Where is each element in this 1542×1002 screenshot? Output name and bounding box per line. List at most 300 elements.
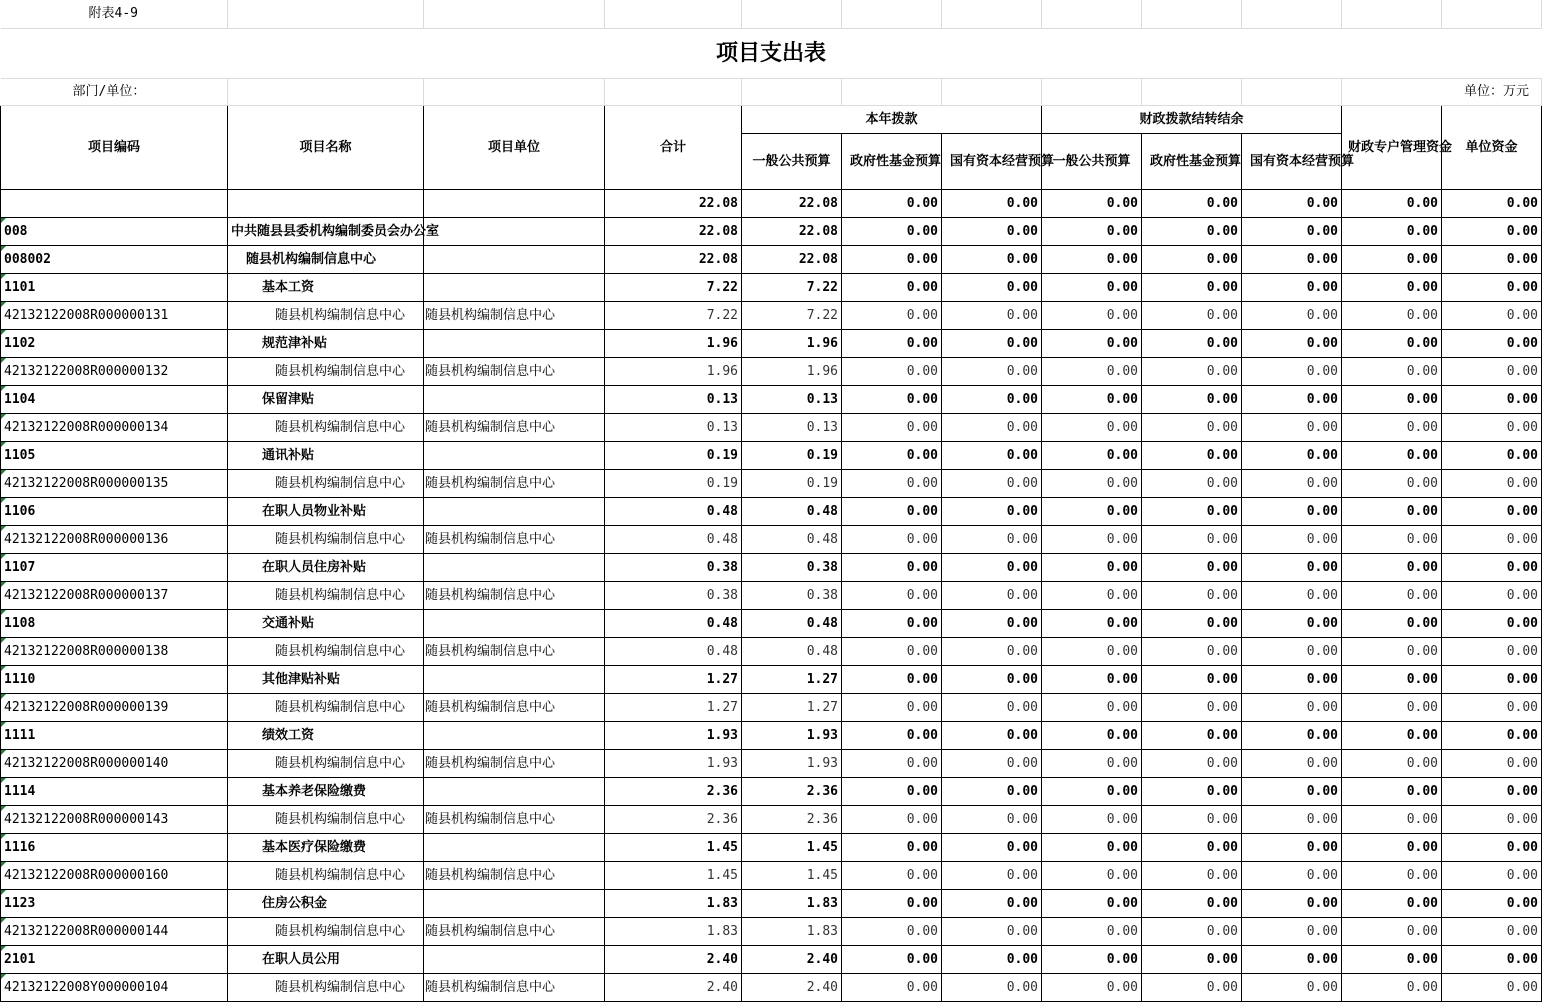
cell-carry-state-capital[interactable]: 0.00 [1242,273,1342,301]
cell-gov-fund[interactable]: 0.00 [842,553,942,581]
cell-carry-gov-fund[interactable]: 0.00 [1142,637,1242,665]
cell-carry-state-capital[interactable]: 0.00 [1242,217,1342,245]
cell-total[interactable]: 0.48 [605,525,742,553]
cell-general-budget[interactable]: 1.93 [742,721,842,749]
cell-gov-fund[interactable]: 0.00 [842,889,942,917]
cell-total[interactable]: 0.48 [605,497,742,525]
cell-project-name[interactable]: 随县机构编制信息中心 [228,357,424,385]
cell-project-unit[interactable]: 随县机构编制信息中心 [424,581,605,609]
cell-carry-general[interactable]: 0.00 [1042,553,1142,581]
cell-carry-general[interactable]: 0.00 [1042,441,1142,469]
cell-carry-general[interactable]: 0.00 [1042,217,1142,245]
header-sub-1[interactable]: 一般公共预算 [742,133,842,189]
cell-own-funds[interactable]: 0.00 [1442,581,1542,609]
cell-special-account[interactable]: 0.00 [1342,357,1442,385]
cell-carry-gov-fund[interactable]: 0.00 [1142,441,1242,469]
cell-own-funds[interactable]: 0.00 [1442,721,1542,749]
cell-own-funds[interactable]: 0.00 [1442,833,1542,861]
cell-project-code[interactable]: 42132122008R000000140 [1,749,228,777]
cell-carry-state-capital[interactable]: 0.00 [1242,413,1342,441]
cell-special-account[interactable]: 0.00 [1342,413,1442,441]
cell-project-unit[interactable]: 随县机构编制信息中心 [424,413,605,441]
cell-state-capital[interactable]: 0.00 [942,301,1042,329]
cell-carry-state-capital[interactable]: 0.00 [1242,833,1342,861]
cell-carry-general[interactable]: 0.00 [1042,637,1142,665]
cell-carry-state-capital[interactable]: 0.00 [1242,945,1342,973]
cell-project-name[interactable]: 随县机构编制信息中心 [228,805,424,833]
header-sub-5[interactable]: 政府性基金预算 [1142,133,1242,189]
cell-own-funds[interactable]: 0.00 [1442,441,1542,469]
cell-gov-fund[interactable]: 0.00 [842,973,942,1001]
cell-carry-general[interactable]: 0.00 [1042,721,1142,749]
cell-carry-state-capital[interactable]: 0.00 [1242,441,1342,469]
cell-carry-general[interactable]: 0.00 [1042,581,1142,609]
cell-carry-general[interactable]: 0.00 [1042,973,1142,1001]
cell-special-account[interactable]: 0.00 [1342,945,1442,973]
cell-carry-gov-fund[interactable]: 0.00 [1142,665,1242,693]
cell-special-account[interactable]: 0.00 [1342,525,1442,553]
cell-project-name[interactable]: 随县机构编制信息中心 [228,245,424,273]
cell-own-funds[interactable]: 0.00 [1442,189,1542,217]
attachment-label[interactable]: 附表4-9 [1,0,228,28]
cell-gov-fund[interactable]: 0.00 [842,273,942,301]
cell-special-account[interactable]: 0.00 [1342,609,1442,637]
cell-special-account[interactable]: 0.00 [1342,637,1442,665]
cell-special-account[interactable]: 0.00 [1342,749,1442,777]
cell-total[interactable]: 0.13 [605,413,742,441]
cell-total[interactable]: 2.40 [605,945,742,973]
cell-special-account[interactable]: 0.00 [1342,189,1442,217]
cell-gov-fund[interactable]: 0.00 [842,329,942,357]
dept-label[interactable]: 部门/单位： [1,78,228,105]
cell-project-code[interactable]: 1107 [1,553,228,581]
cell-own-funds[interactable]: 0.00 [1442,889,1542,917]
cell-total[interactable]: 0.19 [605,441,742,469]
cell-total[interactable]: 0.38 [605,581,742,609]
cell-carry-state-capital[interactable]: 0.00 [1242,357,1342,385]
cell-project-name[interactable]: 交通补贴 [228,609,424,637]
cell-project-unit[interactable] [424,665,605,693]
cell-state-capital[interactable]: 0.00 [942,469,1042,497]
cell-state-capital[interactable]: 0.00 [942,861,1042,889]
cell-special-account[interactable]: 0.00 [1342,721,1442,749]
cell-state-capital[interactable]: 0.00 [942,805,1042,833]
cell-general-budget[interactable]: 2.36 [742,805,842,833]
cell-project-unit[interactable] [424,777,605,805]
cell-carry-state-capital[interactable]: 0.00 [1242,581,1342,609]
cell-general-budget[interactable]: 0.19 [742,441,842,469]
cell-project-name[interactable]: 随县机构编制信息中心 [228,693,424,721]
cell-project-unit[interactable] [424,329,605,357]
cell-project-unit[interactable] [424,189,605,217]
cell-state-capital[interactable]: 0.00 [942,329,1042,357]
cell-project-unit[interactable] [424,609,605,637]
cell-carry-general[interactable]: 0.00 [1042,945,1142,973]
header-sub-2[interactable]: 政府性基金预算 [842,133,942,189]
cell-carry-gov-fund[interactable]: 0.00 [1142,861,1242,889]
cell-project-name[interactable]: 在职人员公用 [228,945,424,973]
cell-project-code[interactable]: 42132122008R000000143 [1,805,228,833]
cell-total[interactable]: 0.38 [605,553,742,581]
cell-total[interactable]: 22.08 [605,189,742,217]
cell-own-funds[interactable]: 0.00 [1442,749,1542,777]
cell-state-capital[interactable]: 0.00 [942,945,1042,973]
cell-state-capital[interactable]: 0.00 [942,581,1042,609]
cell-general-budget[interactable]: 1.96 [742,329,842,357]
cell-carry-general[interactable]: 0.00 [1042,469,1142,497]
cell-gov-fund[interactable]: 0.00 [842,665,942,693]
cell-general-budget[interactable]: 2.36 [742,777,842,805]
cell-project-name[interactable]: 规范津补贴 [228,329,424,357]
cell-carry-general[interactable]: 0.00 [1042,497,1142,525]
cell-special-account[interactable]: 0.00 [1342,553,1442,581]
cell-gov-fund[interactable]: 0.00 [842,749,942,777]
cell-project-name[interactable]: 随县机构编制信息中心 [228,469,424,497]
cell-carry-gov-fund[interactable]: 0.00 [1142,805,1242,833]
header-unit[interactable]: 项目单位 [424,105,605,189]
cell-carry-general[interactable]: 0.00 [1042,189,1142,217]
cell-carry-state-capital[interactable]: 0.00 [1242,749,1342,777]
cell-own-funds[interactable]: 0.00 [1442,497,1542,525]
cell-project-name[interactable]: 住房公积金 [228,889,424,917]
cell-special-account[interactable]: 0.00 [1342,861,1442,889]
cell-carry-gov-fund[interactable]: 0.00 [1142,525,1242,553]
cell-special-account[interactable]: 0.00 [1342,385,1442,413]
cell-project-name[interactable]: 通讯补贴 [228,441,424,469]
cell-project-code[interactable]: 42132122008R000000144 [1,917,228,945]
cell-own-funds[interactable]: 0.00 [1442,273,1542,301]
cell-project-code[interactable]: 1104 [1,385,228,413]
cell-general-budget[interactable]: 0.48 [742,637,842,665]
cell-state-capital[interactable]: 0.00 [942,609,1042,637]
cell-gov-fund[interactable]: 0.00 [842,721,942,749]
cell-special-account[interactable]: 0.00 [1342,917,1442,945]
cell-general-budget[interactable]: 0.48 [742,497,842,525]
cell-own-funds[interactable]: 0.00 [1442,777,1542,805]
cell-gov-fund[interactable]: 0.00 [842,189,942,217]
cell-project-unit[interactable] [424,245,605,273]
cell-project-code[interactable]: 2101 [1,945,228,973]
cell-project-unit[interactable] [424,217,605,245]
cell-special-account[interactable]: 0.00 [1342,889,1442,917]
cell-state-capital[interactable]: 0.00 [942,441,1042,469]
cell-carry-state-capital[interactable]: 0.00 [1242,497,1342,525]
cell-total[interactable]: 1.93 [605,721,742,749]
cell-general-budget[interactable]: 0.48 [742,525,842,553]
cell-carry-state-capital[interactable]: 0.00 [1242,721,1342,749]
cell-carry-state-capital[interactable]: 0.00 [1242,553,1342,581]
cell-state-capital[interactable]: 0.00 [942,749,1042,777]
cell-total[interactable]: 0.48 [605,609,742,637]
cell-state-capital[interactable]: 0.00 [942,245,1042,273]
cell-general-budget[interactable]: 0.13 [742,413,842,441]
cell-own-funds[interactable]: 0.00 [1442,413,1542,441]
cell-special-account[interactable]: 0.00 [1342,973,1442,1001]
cell-project-unit[interactable]: 随县机构编制信息中心 [424,917,605,945]
cell-gov-fund[interactable]: 0.00 [842,413,942,441]
cell-total[interactable]: 0.13 [605,385,742,413]
cell-project-unit[interactable] [424,497,605,525]
cell-project-name[interactable]: 随县机构编制信息中心 [228,413,424,441]
cell-own-funds[interactable]: 0.00 [1442,637,1542,665]
cell-special-account[interactable]: 0.00 [1342,469,1442,497]
cell-project-code[interactable]: 1123 [1,889,228,917]
cell-total[interactable]: 1.93 [605,749,742,777]
cell-gov-fund[interactable]: 0.00 [842,497,942,525]
cell-carry-state-capital[interactable]: 0.00 [1242,469,1342,497]
cell-carry-general[interactable]: 0.00 [1042,917,1142,945]
cell-carry-state-capital[interactable]: 0.00 [1242,973,1342,1001]
cell-carry-general[interactable]: 0.00 [1042,357,1142,385]
cell-project-name[interactable]: 中共随县县委机构编制委员会办公室 [228,217,424,245]
cell-carry-gov-fund[interactable]: 0.00 [1142,609,1242,637]
cell-project-name[interactable]: 保留津贴 [228,385,424,413]
cell-project-unit[interactable]: 随县机构编制信息中心 [424,973,605,1001]
cell-carry-gov-fund[interactable]: 0.00 [1142,945,1242,973]
cell-general-budget[interactable]: 0.19 [742,469,842,497]
cell-gov-fund[interactable]: 0.00 [842,441,942,469]
cell-state-capital[interactable]: 0.00 [942,525,1042,553]
cell-special-account[interactable]: 0.00 [1342,273,1442,301]
cell-special-account[interactable]: 0.00 [1342,497,1442,525]
cell-general-budget[interactable]: 0.38 [742,553,842,581]
cell-general-budget[interactable]: 7.22 [742,301,842,329]
cell-carry-general[interactable]: 0.00 [1042,777,1142,805]
cell-project-unit[interactable] [424,945,605,973]
cell-carry-state-capital[interactable]: 0.00 [1242,329,1342,357]
header-own-funds[interactable]: 单位资金 [1442,105,1542,189]
header-sub-6[interactable]: 国有资本经营预算 [1242,133,1342,189]
cell-carry-gov-fund[interactable]: 0.00 [1142,749,1242,777]
cell-general-budget[interactable]: 22.08 [742,217,842,245]
cell-carry-general[interactable]: 0.00 [1042,833,1142,861]
cell-own-funds[interactable]: 0.00 [1442,693,1542,721]
cell-state-capital[interactable]: 0.00 [942,833,1042,861]
cell-total[interactable]: 7.22 [605,273,742,301]
cell-carry-general[interactable]: 0.00 [1042,693,1142,721]
cell-carry-gov-fund[interactable]: 0.00 [1142,301,1242,329]
cell-special-account[interactable]: 0.00 [1342,693,1442,721]
cell-gov-fund[interactable]: 0.00 [842,805,942,833]
cell-gov-fund[interactable]: 0.00 [842,301,942,329]
cell-general-budget[interactable]: 0.48 [742,609,842,637]
cell-project-name[interactable]: 在职人员住房补贴 [228,553,424,581]
cell-carry-state-capital[interactable]: 0.00 [1242,693,1342,721]
cell-total[interactable]: 7.22 [605,301,742,329]
cell-total[interactable]: 2.36 [605,777,742,805]
cell-state-capital[interactable]: 0.00 [942,637,1042,665]
cell-project-unit[interactable] [424,889,605,917]
cell-total[interactable]: 0.19 [605,469,742,497]
header-name[interactable]: 项目名称 [228,105,424,189]
cell-gov-fund[interactable]: 0.00 [842,861,942,889]
cell-gov-fund[interactable]: 0.00 [842,385,942,413]
cell-carry-general[interactable]: 0.00 [1042,329,1142,357]
cell-project-code[interactable]: 1102 [1,329,228,357]
cell-state-capital[interactable]: 0.00 [942,777,1042,805]
header-sub-3[interactable]: 国有资本经营预算 [942,133,1042,189]
cell-general-budget[interactable]: 1.27 [742,693,842,721]
cell-carry-state-capital[interactable]: 0.00 [1242,385,1342,413]
cell-project-name[interactable] [228,189,424,217]
cell-carry-general[interactable]: 0.00 [1042,889,1142,917]
cell-state-capital[interactable]: 0.00 [942,889,1042,917]
cell-own-funds[interactable]: 0.00 [1442,217,1542,245]
cell-gov-fund[interactable]: 0.00 [842,245,942,273]
cell-gov-fund[interactable]: 0.00 [842,469,942,497]
cell-project-code[interactable]: 42132122008R000000138 [1,637,228,665]
cell-general-budget[interactable]: 2.40 [742,945,842,973]
cell-special-account[interactable]: 0.00 [1342,245,1442,273]
cell-own-funds[interactable]: 0.00 [1442,245,1542,273]
cell-general-budget[interactable]: 0.13 [742,385,842,413]
cell-state-capital[interactable]: 0.00 [942,357,1042,385]
cell-gov-fund[interactable]: 0.00 [842,581,942,609]
cell-carry-gov-fund[interactable]: 0.00 [1142,245,1242,273]
cell-gov-fund[interactable]: 0.00 [842,217,942,245]
cell-carry-general[interactable]: 0.00 [1042,273,1142,301]
header-special-account[interactable]: 财政专户管理资金 [1342,105,1442,189]
cell-project-code[interactable]: 1108 [1,609,228,637]
cell-carry-general[interactable]: 0.00 [1042,805,1142,833]
cell-carry-gov-fund[interactable]: 0.00 [1142,581,1242,609]
header-sub-4[interactable]: 一般公共预算 [1042,133,1142,189]
cell-project-name[interactable]: 随县机构编制信息中心 [228,637,424,665]
cell-carry-gov-fund[interactable]: 0.00 [1142,385,1242,413]
cell-general-budget[interactable]: 2.40 [742,973,842,1001]
cell-project-code[interactable]: 42132122008Y000000104 [1,973,228,1001]
cell-project-name[interactable]: 随县机构编制信息中心 [228,973,424,1001]
header-code[interactable]: 项目编码 [1,105,228,189]
cell-state-capital[interactable]: 0.00 [942,693,1042,721]
cell-state-capital[interactable]: 0.00 [942,497,1042,525]
cell-gov-fund[interactable]: 0.00 [842,637,942,665]
cell-special-account[interactable]: 0.00 [1342,805,1442,833]
cell-carry-gov-fund[interactable]: 0.00 [1142,497,1242,525]
cell-project-name[interactable]: 基本养老保险缴费 [228,777,424,805]
cell-project-code[interactable]: 1116 [1,833,228,861]
cell-state-capital[interactable]: 0.00 [942,721,1042,749]
cell-carry-gov-fund[interactable]: 0.00 [1142,357,1242,385]
cell-carry-state-capital[interactable]: 0.00 [1242,637,1342,665]
cell-carry-state-capital[interactable]: 0.00 [1242,301,1342,329]
cell-state-capital[interactable]: 0.00 [942,553,1042,581]
cell-special-account[interactable]: 0.00 [1342,581,1442,609]
cell-total[interactable]: 22.08 [605,245,742,273]
header-group-carryover[interactable]: 财政拨款结转结余 [1042,105,1342,133]
cell-carry-gov-fund[interactable]: 0.00 [1142,469,1242,497]
cell-project-code[interactable]: 1106 [1,497,228,525]
cell-carry-gov-fund[interactable]: 0.00 [1142,553,1242,581]
cell-project-name[interactable]: 绩效工资 [228,721,424,749]
cell-project-unit[interactable] [424,441,605,469]
cell-own-funds[interactable]: 0.00 [1442,945,1542,973]
cell-project-code[interactable]: 42132122008R000000160 [1,861,228,889]
cell-own-funds[interactable]: 0.00 [1442,385,1542,413]
cell-project-name[interactable]: 基本医疗保险缴费 [228,833,424,861]
cell-project-code[interactable]: 1101 [1,273,228,301]
cell-general-budget[interactable]: 1.93 [742,749,842,777]
cell-carry-general[interactable]: 0.00 [1042,525,1142,553]
cell-general-budget[interactable]: 1.45 [742,833,842,861]
cell-own-funds[interactable]: 0.00 [1442,861,1542,889]
cell-general-budget[interactable]: 1.45 [742,861,842,889]
cell-project-code[interactable]: 42132122008R000000132 [1,357,228,385]
cell-project-name[interactable]: 基本工资 [228,273,424,301]
cell-project-name[interactable]: 其他津贴补贴 [228,665,424,693]
cell-total[interactable]: 1.83 [605,917,742,945]
cell-own-funds[interactable]: 0.00 [1442,301,1542,329]
cell-project-unit[interactable] [424,385,605,413]
cell-carry-general[interactable]: 0.00 [1042,861,1142,889]
cell-project-code[interactable]: 42132122008R000000134 [1,413,228,441]
cell-carry-state-capital[interactable]: 0.00 [1242,189,1342,217]
cell-gov-fund[interactable]: 0.00 [842,945,942,973]
cell-total[interactable]: 1.45 [605,861,742,889]
cell-general-budget[interactable]: 1.83 [742,889,842,917]
cell-state-capital[interactable]: 0.00 [942,973,1042,1001]
cell-state-capital[interactable]: 0.00 [942,665,1042,693]
cell-project-unit[interactable]: 随县机构编制信息中心 [424,805,605,833]
cell-project-name[interactable]: 随县机构编制信息中心 [228,525,424,553]
cell-carry-state-capital[interactable]: 0.00 [1242,665,1342,693]
cell-state-capital[interactable]: 0.00 [942,273,1042,301]
cell-total[interactable]: 1.45 [605,833,742,861]
cell-state-capital[interactable]: 0.00 [942,917,1042,945]
cell-special-account[interactable]: 0.00 [1342,329,1442,357]
cell-general-budget[interactable]: 22.08 [742,245,842,273]
cell-carry-state-capital[interactable]: 0.00 [1242,525,1342,553]
cell-project-code[interactable] [1,189,228,217]
cell-project-unit[interactable]: 随县机构编制信息中心 [424,357,605,385]
cell-state-capital[interactable]: 0.00 [942,217,1042,245]
cell-gov-fund[interactable]: 0.00 [842,525,942,553]
page-title[interactable]: 项目支出表 [1,28,1542,78]
cell-gov-fund[interactable]: 0.00 [842,777,942,805]
cell-project-code[interactable]: 1114 [1,777,228,805]
cell-own-funds[interactable]: 0.00 [1442,357,1542,385]
cell-carry-state-capital[interactable]: 0.00 [1242,245,1342,273]
cell-total[interactable]: 1.96 [605,329,742,357]
header-group-current-year[interactable]: 本年拨款 [742,105,1042,133]
cell-own-funds[interactable]: 0.00 [1442,329,1542,357]
cell-general-budget[interactable]: 0.38 [742,581,842,609]
cell-own-funds[interactable]: 0.00 [1442,665,1542,693]
cell-general-budget[interactable]: 1.83 [742,917,842,945]
cell-total[interactable]: 1.83 [605,889,742,917]
header-total[interactable]: 合计 [605,105,742,189]
cell-project-unit[interactable]: 随县机构编制信息中心 [424,525,605,553]
cell-own-funds[interactable]: 0.00 [1442,525,1542,553]
cell-carry-gov-fund[interactable]: 0.00 [1142,721,1242,749]
cell-project-name[interactable]: 随县机构编制信息中心 [228,301,424,329]
cell-general-budget[interactable]: 22.08 [742,189,842,217]
cell-project-code[interactable]: 42132122008R000000139 [1,693,228,721]
cell-project-code[interactable]: 1111 [1,721,228,749]
cell-state-capital[interactable]: 0.00 [942,385,1042,413]
cell-own-funds[interactable]: 0.00 [1442,805,1542,833]
cell-special-account[interactable]: 0.00 [1342,217,1442,245]
unit-label[interactable]: 单位：万元 [1342,78,1542,105]
cell-project-code[interactable]: 1105 [1,441,228,469]
cell-general-budget[interactable]: 1.27 [742,665,842,693]
cell-gov-fund[interactable]: 0.00 [842,917,942,945]
cell-project-unit[interactable]: 随县机构编制信息中心 [424,693,605,721]
cell-own-funds[interactable]: 0.00 [1442,973,1542,1001]
cell-general-budget[interactable]: 7.22 [742,273,842,301]
cell-carry-gov-fund[interactable]: 0.00 [1142,917,1242,945]
cell-total[interactable]: 1.27 [605,665,742,693]
